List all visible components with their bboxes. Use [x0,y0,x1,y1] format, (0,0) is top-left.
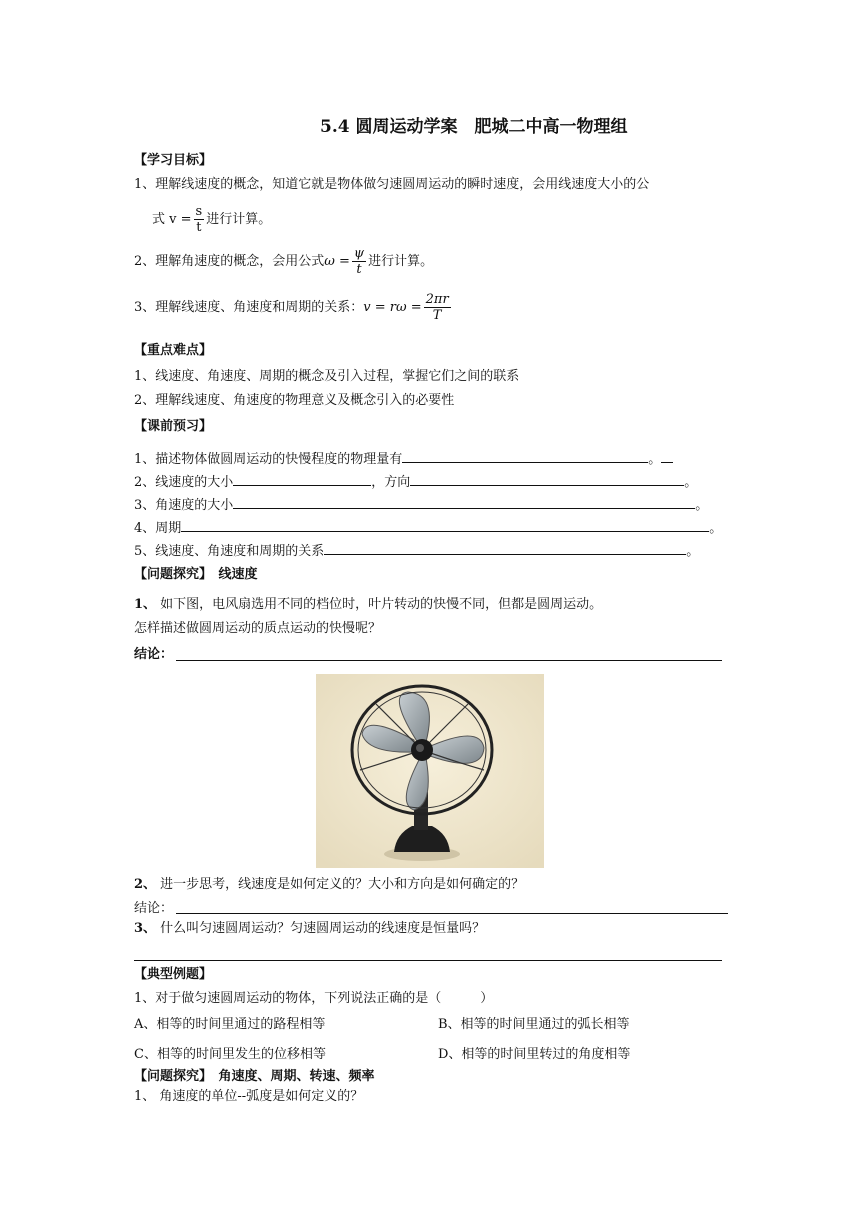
explore1-q3: 3、 什么叫匀速圆周运动？匀速圆周运动的线速度是恒量吗？ [134,921,486,936]
explore1-heading: 【问题探究】 线速度 [134,567,258,582]
explore1-q2: 2、 进一步思考，线速度是如何定义的？大小和方向是如何确定的？ [134,877,525,892]
explore1-q1-b: 怎样描述做圆周运动的质点运动的快慢呢？ [134,621,382,636]
blank-field[interactable] [410,471,684,486]
key-item-2: 2、理解线速度、角速度的物理意义及概念引入的必要性 [134,393,455,408]
goal-item-1: 1、理解线速度的概念，知道它就是物体做匀速圆周运动的瞬时速度，会用线速度大小的公 [134,177,650,192]
goal-item-1-formula: 式 v = $\frac{s}{t}$ 进行计算。 [152,204,272,235]
preview-item-5: 5、线速度、角速度和周期的关系 。 [134,540,699,561]
blank-field[interactable] [324,540,686,555]
explore2-q1: 1、 角速度的单位--弧度是如何定义的？ [134,1089,364,1104]
blank-field[interactable] [233,471,371,486]
blank-field[interactable] [181,517,709,532]
option-b[interactable]: B、相等的时间里通过的弧长相等 [438,1017,630,1032]
conclusion-label-1: 结论： [134,647,174,662]
key-heading: 【重点难点】 [134,343,213,358]
preview-heading: 【课前预习】 [134,419,213,434]
example-heading: 【典型例题】 [134,967,213,982]
blank-field[interactable] [233,494,695,509]
option-d[interactable]: D、相等的时间里转过的角度相等 [438,1047,631,1062]
goals-heading: 【学习目标】 [134,153,213,168]
answer-line-3[interactable] [134,960,722,961]
key-item-1: 1、线速度、角速度、周期的概念及引入过程，掌握它们之间的联系 [134,369,520,384]
explore2-heading: 【问题探究】 角速度、周期、转速、频率 [134,1069,375,1084]
preview-item-4: 4、周期 。 [134,517,722,538]
blank-field[interactable] [402,448,648,463]
explore1-q1: 1、 如下图，电风扇选用不同的档位时，叶片转动的快慢不同，但都是圆周运动。 [134,597,603,612]
example-question: 1、对于做匀速圆周运动的物体，下列说法正确的是（ ） [134,991,494,1006]
goal-item-3: 3、理解线速度、角速度和周期的关系：v = rω = $\frac{2\pi r}{T}$ [134,292,449,323]
conclusion-line-1[interactable] [176,660,722,661]
conclusion-label-2: 结论： [134,901,174,916]
preview-item-3: 3、角速度的大小 。 [134,494,708,515]
fan-photo [316,674,544,868]
preview-item-2: 2、线速度的大小 ，方向 。 [134,471,697,492]
goal-item-2: 2、理解角速度的概念，会用公式ω = $\frac{\psi}{t}$ 进行计算。 [134,246,434,277]
fan-icon [316,674,544,868]
page-title: 5.4 圆周运动学案 肥城二中高一物理组 [320,117,628,137]
conclusion-line-2[interactable] [176,913,728,914]
option-a[interactable]: A、相等的时间里通过的路程相等 [134,1017,326,1032]
option-c[interactable]: C、相等的时间里发生的位移相等 [134,1047,326,1062]
preview-item-1: 1、描述物体做圆周运动的快慢程度的物理量有 。 [134,448,673,469]
